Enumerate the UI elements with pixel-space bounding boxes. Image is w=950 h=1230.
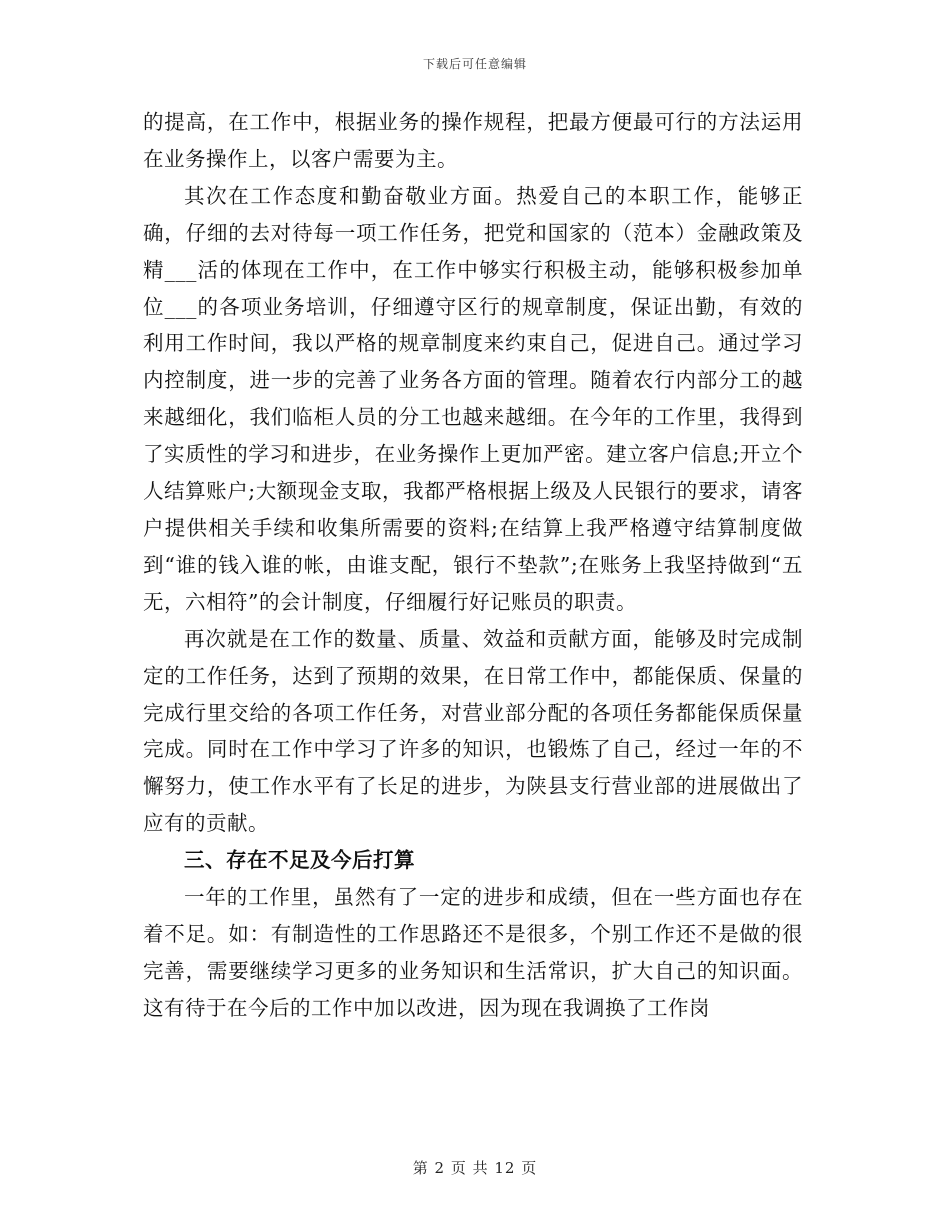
paragraph-work-attitude: 其次在工作态度和勤奋敬业方面。热爱自己的本职工作，能够正确，仔细的去对待每一项工作任务，把党和国家的（范本）金融政策及精___活的体现在工作中，在工作中够实行积极主动，能够积极参加单位___的各项业务培训，仔细遵守区行的规章制度，保证出勤，有效的利用工作时间，我以严格的规章制度来约束自己，促进自己。通过学习内控制度，进一步的完善了业务各方面的管理。随着农行内部分工的越来越细化，我们临柜人员的分工也越来越细。在今年的工作里，我得到了实质性的学习和进步，在业务操作上更加严密。建立客户信息;开立个人结算账户;大额现金支取，我都严格根据上级及人民银行的要求，请客户提供相关手续和收集所需要的资料;在结算上我严格遵守结算制度做到“谁的钱入谁的帐，由谁支配，银行不垫款”;在账务上我坚持做到“五无，六相符”的会计制度，仔细履行好记账员的职责。: [143, 183, 803, 614]
document-body: [143, 104, 803, 1027]
paragraph-continuation: 的提高，在工作中，根据业务的操作规程，把最方便最可行的方法运用在业务操作上，以客户需要为主。: [143, 110, 803, 171]
page-header: 下载后可任意编辑: [422, 57, 527, 71]
paragraph-work-results: 再次就是在工作的数量、质量、效益和贡献方面，能够及时完成制定的工作任务，达到了预期的效果，在日常工作中，都能保质、保量的完成行里交给的各项工作任务，对营业部分配的各项任务都能保质保量完成。同时在工作中学习了许多的知识，也锻炼了自己，经过一年的不懈努力，使工作水平有了长足的进步，为陕县支行营业部的进展做出了应有的贡献。: [143, 626, 803, 836]
paragraph-shortcomings: 一年的工作里，虽然有了一定的进步和成绩，但在一些方面也存在着不足。如：有制造性的工作思路还不是很多，个别工作还不是做的很完善，需要继续学习更多的业务知识和生活常识，扩大自己的知识面。这有待于在今后的工作中加以改进，因为现在我调换了工作岗: [143, 885, 803, 1020]
page-number: 第 2 页 共 12 页: [412, 1159, 538, 1177]
section-heading: 三、存在不足及今后打算: [184, 848, 415, 873]
